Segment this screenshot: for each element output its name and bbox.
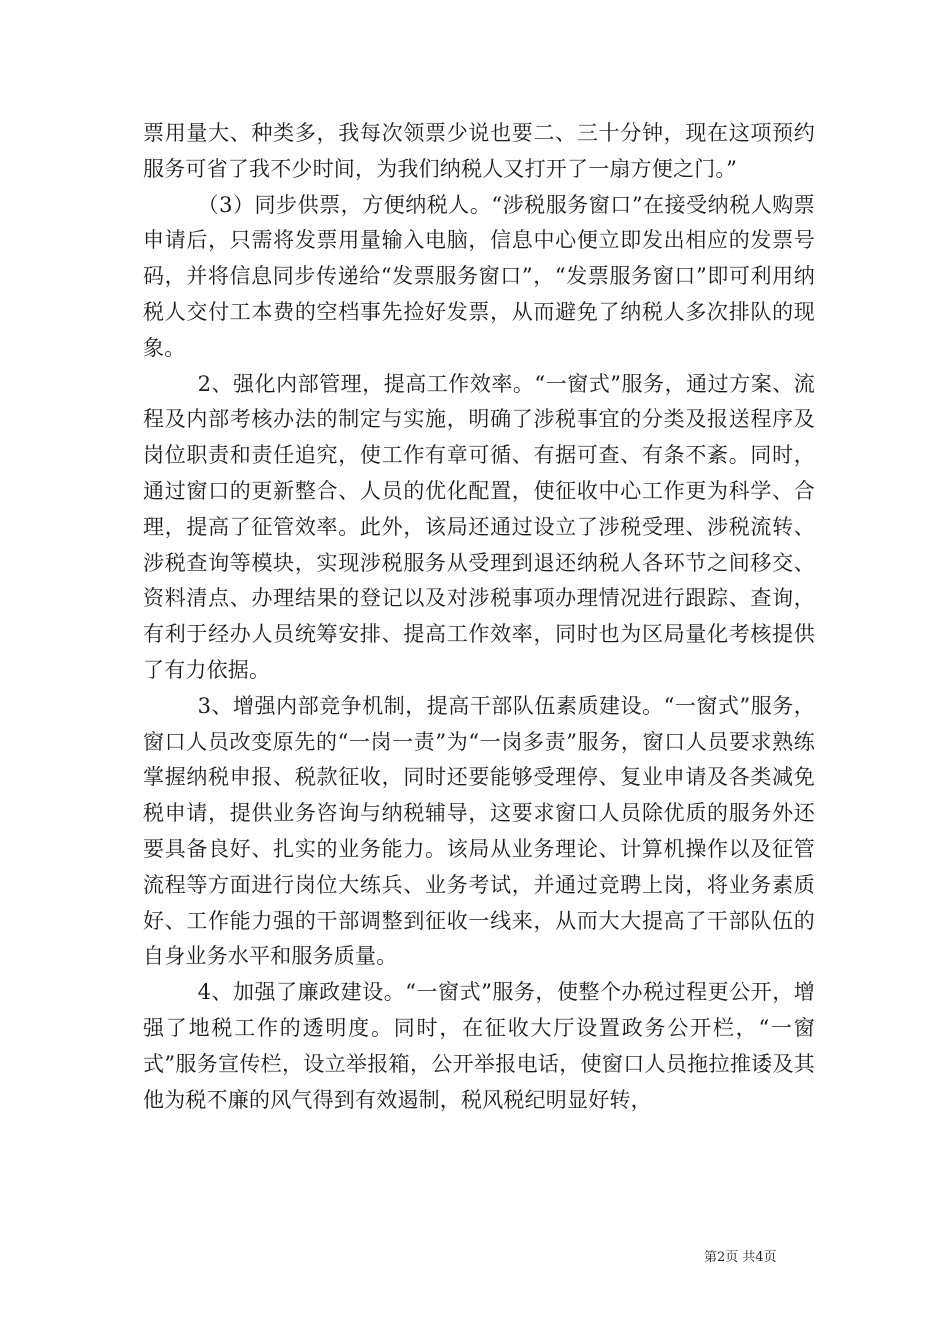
page-number-footer: 第2页 共4页: [704, 1250, 777, 1265]
paragraph-4: 3、增强内部竞争机制，提高干部队伍素质建设。“一窗式”服务，窗口人员改变原先的“一岗一责”为“一岗多责”服务，窗口人员要求熟练掌握纳税申报、税款征收，同时还要能够受理停、复业申请及各类减免税申请，提供业务咨询与纳税辅导，这要求窗口人员除优质的服务外还要具备良好、扎实的业务能力。该局从业务理论、计算机操作以及征管流程等方面进行岗位大练兵、业务考试，并通过竞聘上岗，将业务素质好、工作能力强的干部调整到征收一线来，从而大大提高了干部队伍的自身业务水平和服务质量。: [143, 693, 815, 969]
document-body: [143, 116, 815, 1118]
paragraph-3: 2、强化内部管理，提高工作效率。“一窗式”服务，通过方案、流程及内部考核办法的制定与实施，明确了涉税事宜的分类及报送程序及岗位职责和责任追究，使工作有章可循、有据可查、有条不紊。同时，通过窗口的更新整合、人员的优化配置，使征收中心工作更为科学、合理，提高了征管效率。此外，该局还通过设立了涉税受理、涉税流转、涉税查询等模块，实现涉税服务从受理到退还纳税人各环节之间移交、资料清点、办理结果的登记以及对涉税事项办理情况进行跟踪、查询，有利于经办人员统筹安排、提高工作效率，同时也为区局量化考核提供了有力依据。: [143, 371, 815, 682]
paragraph-5: 4、加强了廉政建设。“一窗式”服务，使整个办税过程更公开，增强了地税工作的透明度。同时，在征收大厅设置政务公开栏，“一窗式”服务宣传栏，设立举报箱，公开举报电话，使窗口人员拖拉推诿及其他为税不廉的风气得到有效遏制，税风税纪明显好转，: [143, 980, 815, 1112]
paragraph-1: 票用量大、种类多，我每次领票少说也要二、三十分钟，现在这项预约服务可省了我不少时间，为我们纳税人又打开了一扇方便之门。”: [143, 121, 815, 181]
paragraph-2: （3）同步供票，方便纳税人。“涉税服务窗口”在接受纳税人购票申请后，只需将发票用量输入电脑，信息中心便立即发出相应的发票号码，并将信息同步传递给“发票服务窗口”，“发票服务窗口”即可利用纳税人交付工本费的空档事先捡好发票，从而避免了纳税人多次排队的现象。: [143, 192, 815, 360]
